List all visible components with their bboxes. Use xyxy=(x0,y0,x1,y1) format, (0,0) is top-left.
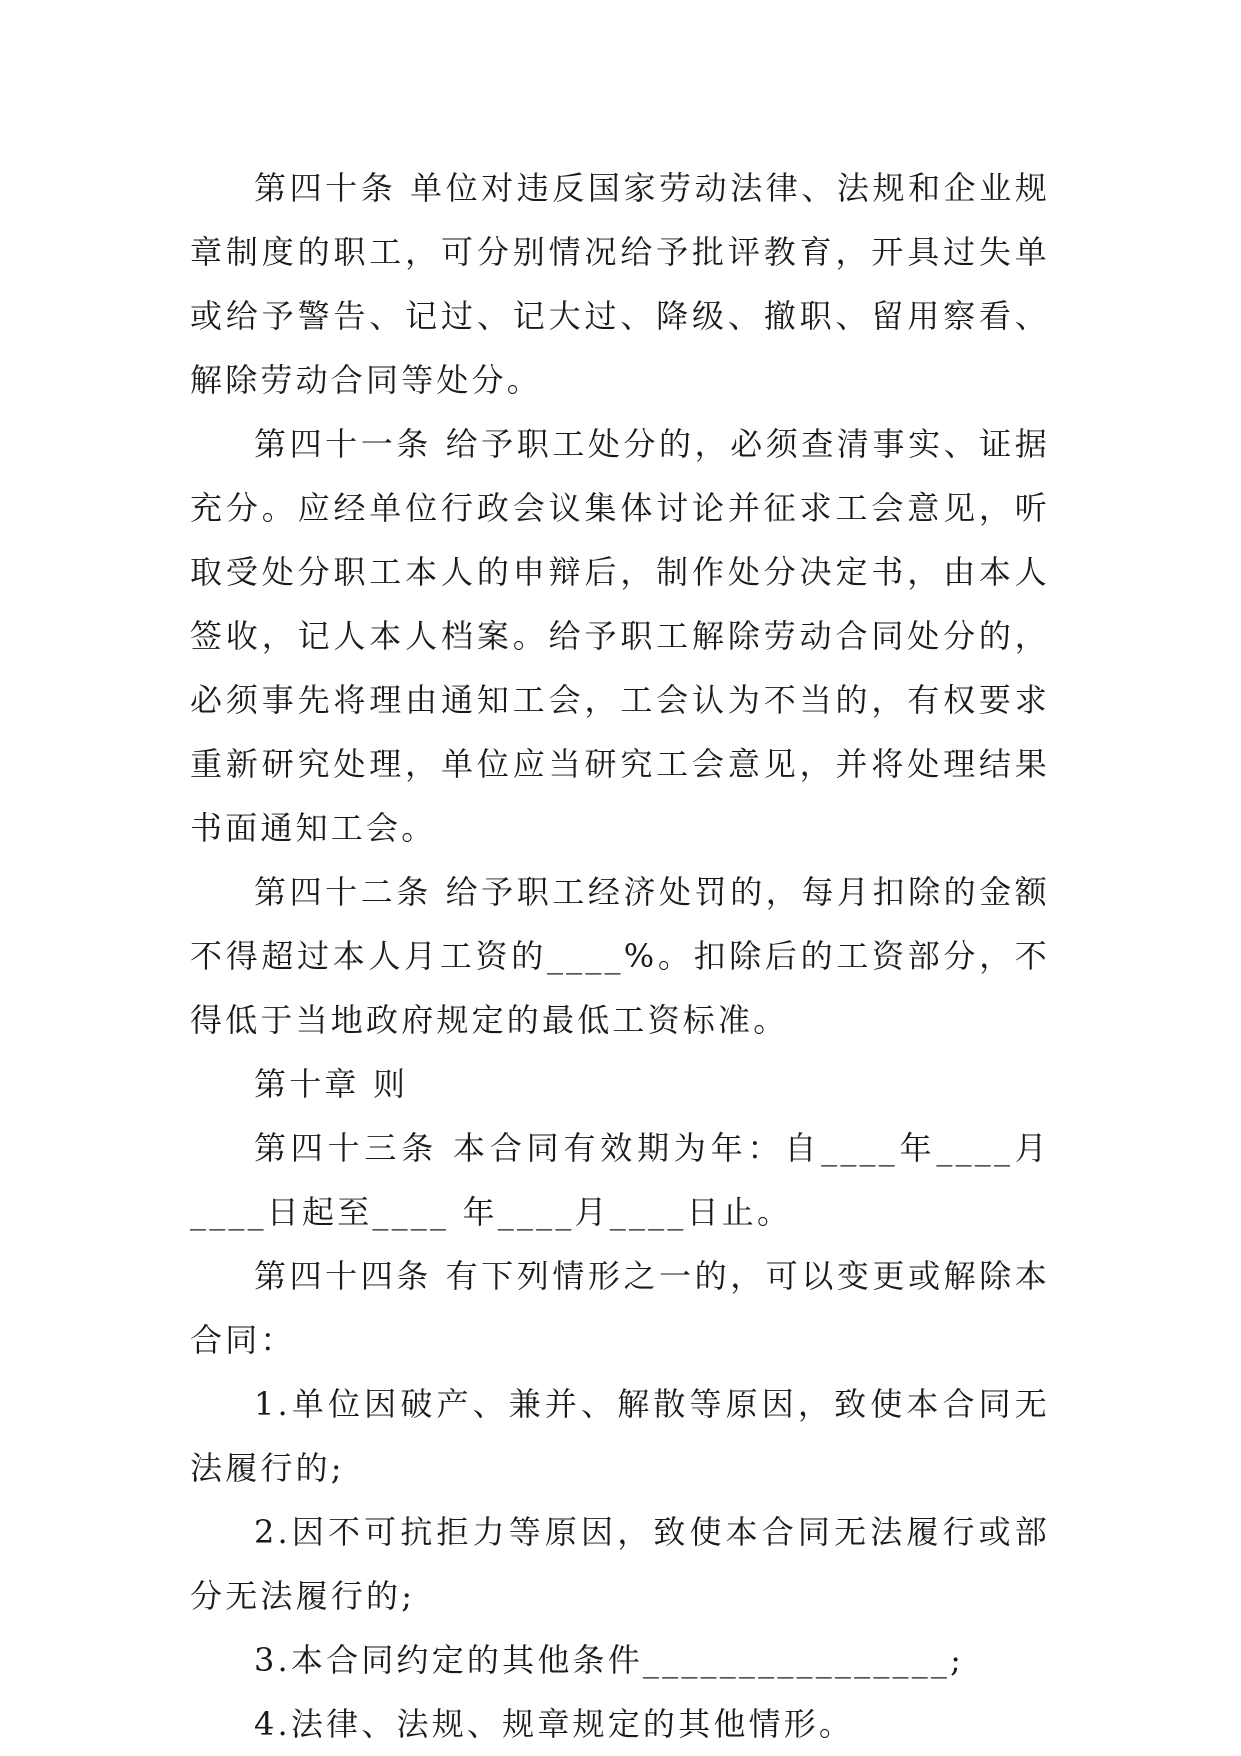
article-41-paragraph: 第四十一条 给予职工处分的，必须查清事实、证据充分。应经单位行政会议集体讨论并征求工会意见，听取受处分职工本人的申辩后，制作处分决定书，由本人签收，记人本人档案。给予职工解除劳动合同处分的，必须事先将理由通知工会，工会认为不当的，有权要求重新研究处理，单位应当研究工会意见，并将处理结果书面通知工会。 xyxy=(190,425,1050,847)
article-40-paragraph: 第四十条 单位对违反国家劳动法律、法规和企业规章制度的职工，可分别情况给予批评教育，开具过失单或给予警告、记过、记大过、降级、撤职、留用察看、解除劳动合同等处分。 xyxy=(190,169,1050,399)
list-item-4: 4.法律、法规、规章规定的其他情形。 xyxy=(254,1705,855,1743)
list-item-3: 3.本合同约定的其他条件________________; xyxy=(254,1641,965,1679)
list-item-2: 2.因不可抗拒力等原因，致使本合同无法履行或部分无法履行的; xyxy=(190,1513,1050,1615)
article-42-paragraph: 第四十二条 给予职工经济处罚的，每月扣除的金额不得超过本人月工资的____%。扣除后的工资部分，不得低于当地政府规定的最低工资标准。 xyxy=(190,873,1050,1039)
article-43-paragraph: 第四十三条 本合同有效期为年：自____年____月____日起至____ 年____月____日止。 xyxy=(190,1129,1050,1231)
list-item-1: 1.单位因破产、兼并、解散等原因，致使本合同无法履行的; xyxy=(190,1385,1050,1487)
document-body xyxy=(190,156,1050,1756)
article-44-paragraph: 第四十四条 有下列情形之一的，可以变更或解除本合同： xyxy=(190,1257,1050,1359)
chapter-heading: 第十章 则 xyxy=(254,1065,409,1103)
